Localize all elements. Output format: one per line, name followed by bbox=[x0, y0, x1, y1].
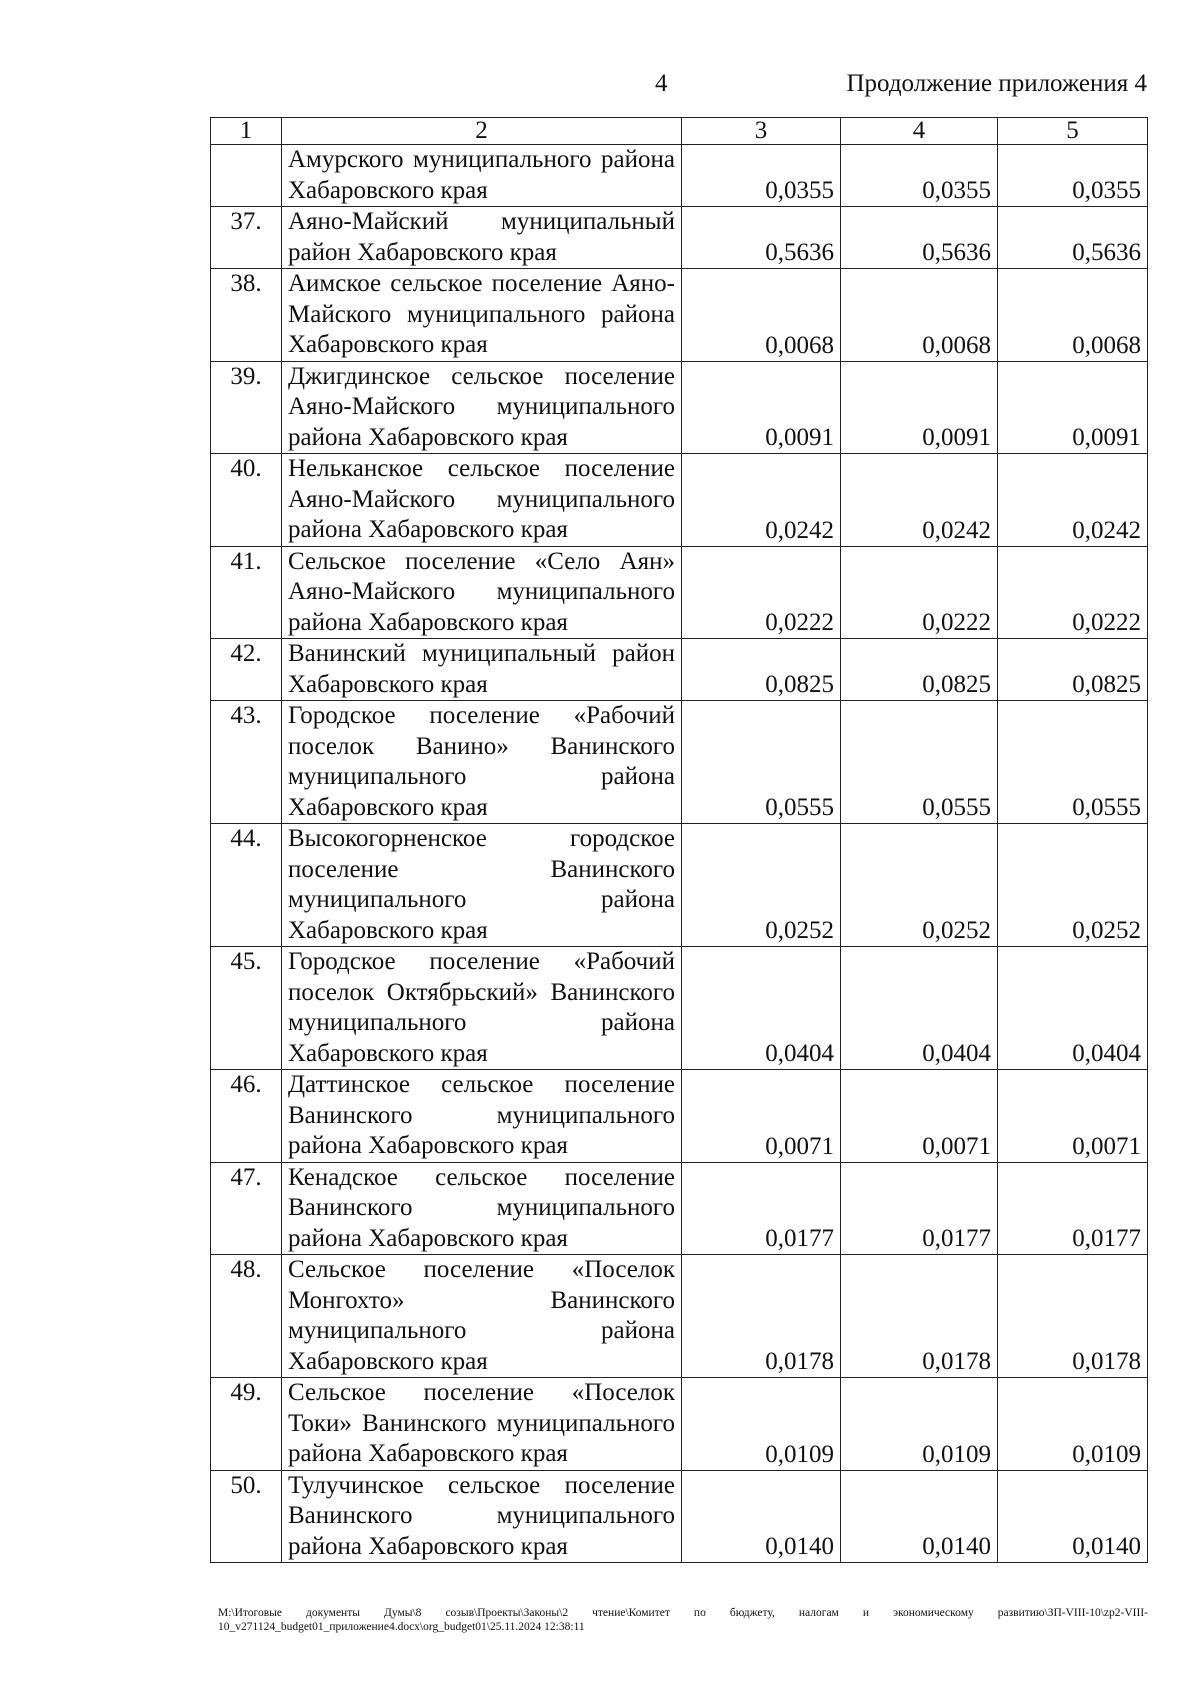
value-cell-col5: 0,0355 bbox=[998, 145, 1148, 207]
value-cell-col4: 0,0355 bbox=[841, 145, 998, 207]
municipality-name-cell: Аяно-Майский муниципальный район Хабаровского края bbox=[282, 207, 682, 269]
row-number-cell: 41. bbox=[211, 546, 282, 639]
value-cell-col5: 0,0825 bbox=[998, 639, 1148, 701]
value-cell-col5: 0,5636 bbox=[998, 207, 1148, 269]
value-cell-col4: 0,0177 bbox=[841, 1162, 998, 1255]
row-number-cell bbox=[211, 145, 282, 207]
value-cell-col4: 0,5636 bbox=[841, 207, 998, 269]
table-row bbox=[211, 207, 1148, 269]
municipality-name-cell: Сельское поселение «Поселок Монгохто» Ванинского муниципального района Хабаровского края bbox=[282, 1255, 682, 1378]
value-cell-col5: 0,0178 bbox=[998, 1255, 1148, 1378]
value-cell-col3: 0,0252 bbox=[682, 824, 841, 947]
value-cell-col5: 0,0555 bbox=[998, 701, 1148, 824]
value-cell-col5: 0,0068 bbox=[998, 269, 1148, 362]
value-cell-col4: 0,0109 bbox=[841, 1378, 998, 1471]
row-number-cell: 44. bbox=[211, 824, 282, 947]
value-cell-col3: 0,0242 bbox=[682, 454, 841, 547]
row-number-cell: 46. bbox=[211, 1070, 282, 1163]
continuation-heading: Продолжение приложения 4 bbox=[846, 70, 1147, 97]
value-cell-col5: 0,0071 bbox=[998, 1070, 1148, 1163]
table-row bbox=[211, 639, 1148, 701]
value-cell-col4: 0,0242 bbox=[841, 454, 998, 547]
value-cell-col4: 0,0178 bbox=[841, 1255, 998, 1378]
value-cell-col5: 0,0222 bbox=[998, 546, 1148, 639]
value-cell-col3: 0,0177 bbox=[682, 1162, 841, 1255]
value-cell-col3: 0,0355 bbox=[682, 145, 841, 207]
municipality-name-cell: Ванинский муниципальный район Хабаровского края bbox=[282, 639, 682, 701]
value-cell-col3: 0,5636 bbox=[682, 207, 841, 269]
table-row bbox=[211, 1378, 1148, 1471]
value-cell-col3: 0,0178 bbox=[682, 1255, 841, 1378]
value-cell-col5: 0,0091 bbox=[998, 361, 1148, 454]
value-cell-col3: 0,0140 bbox=[682, 1470, 841, 1563]
row-number-cell: 50. bbox=[211, 1470, 282, 1563]
table-row bbox=[211, 1162, 1148, 1255]
table-row bbox=[211, 1255, 1148, 1378]
value-cell-col4: 0,0222 bbox=[841, 546, 998, 639]
row-number-cell: 38. bbox=[211, 269, 282, 362]
value-cell-col4: 0,0091 bbox=[841, 361, 998, 454]
municipality-name-cell: Кенадское сельское поселение Ванинского муниципального района Хабаровского края bbox=[282, 1162, 682, 1255]
row-number-cell: 39. bbox=[211, 361, 282, 454]
value-cell-col3: 0,0068 bbox=[682, 269, 841, 362]
table-row bbox=[211, 1470, 1148, 1563]
municipality-name-cell: Сельское поселение «Поселок Токи» Ванинского муниципального района Хабаровского края bbox=[282, 1378, 682, 1471]
value-cell-col3: 0,0071 bbox=[682, 1070, 841, 1163]
municipality-name-cell: Даттинское сельское поселение Ванинского муниципального района Хабаровского края bbox=[282, 1070, 682, 1163]
value-cell-col3: 0,0222 bbox=[682, 546, 841, 639]
row-number-cell: 37. bbox=[211, 207, 282, 269]
value-cell-col5: 0,0177 bbox=[998, 1162, 1148, 1255]
table-row bbox=[211, 546, 1148, 639]
column-header: 1 bbox=[211, 118, 282, 145]
row-number-cell: 40. bbox=[211, 454, 282, 547]
row-number-cell: 43. bbox=[211, 701, 282, 824]
table-header-row bbox=[211, 118, 1148, 145]
municipality-name-cell: Амурского муниципального района Хабаровского края bbox=[282, 145, 682, 207]
row-number-cell: 42. bbox=[211, 639, 282, 701]
column-header: 3 bbox=[682, 118, 841, 145]
table-row bbox=[211, 947, 1148, 1070]
municipality-name-cell: Джигдинское сельское поселение Аяно-Майского муниципального района Хабаровского края bbox=[282, 361, 682, 454]
municipality-name-cell: Нельканское сельское поселение Аяно-Майского муниципального района Хабаровского края bbox=[282, 454, 682, 547]
table-row bbox=[211, 824, 1148, 947]
value-cell-col5: 0,0252 bbox=[998, 824, 1148, 947]
value-cell-col3: 0,0825 bbox=[682, 639, 841, 701]
value-cell-col3: 0,0109 bbox=[682, 1378, 841, 1471]
table-row bbox=[211, 1070, 1148, 1163]
column-header: 4 bbox=[841, 118, 998, 145]
value-cell-col4: 0,0071 bbox=[841, 1070, 998, 1163]
table-row bbox=[211, 269, 1148, 362]
value-cell-col5: 0,0242 bbox=[998, 454, 1148, 547]
value-cell-col4: 0,0404 bbox=[841, 947, 998, 1070]
municipality-name-cell: Тулучинское сельское поселение Ванинского муниципального района Хабаровского края bbox=[282, 1470, 682, 1563]
row-number-cell: 48. bbox=[211, 1255, 282, 1378]
value-cell-col5: 0,0404 bbox=[998, 947, 1148, 1070]
value-cell-col3: 0,0555 bbox=[682, 701, 841, 824]
municipality-name-cell: Городское поселение «Рабочий поселок Октябрьский» Ванинского муниципального района Хабаровского края bbox=[282, 947, 682, 1070]
table-row bbox=[211, 454, 1148, 547]
value-cell-col4: 0,0252 bbox=[841, 824, 998, 947]
municipality-name-cell: Сельское поселение «Село Аян» Аяно-Майского муниципального района Хабаровского края bbox=[282, 546, 682, 639]
table-row bbox=[211, 361, 1148, 454]
municipality-name-cell: Аимское сельское поселение Аяно-Майского муниципального района Хабаровского края bbox=[282, 269, 682, 362]
row-number-cell: 45. bbox=[211, 947, 282, 1070]
value-cell-col4: 0,0068 bbox=[841, 269, 998, 362]
value-cell-col4: 0,0825 bbox=[841, 639, 998, 701]
value-cell-col4: 0,0555 bbox=[841, 701, 998, 824]
value-cell-col3: 0,0091 bbox=[682, 361, 841, 454]
page-number: 4 bbox=[655, 70, 668, 97]
column-header: 2 bbox=[282, 118, 682, 145]
value-cell-col5: 0,0140 bbox=[998, 1470, 1148, 1563]
value-cell-col4: 0,0140 bbox=[841, 1470, 998, 1563]
municipality-name-cell: Городское поселение «Рабочий поселок Ванино» Ванинского муниципального района Хабаровского края bbox=[282, 701, 682, 824]
appendix-table bbox=[210, 117, 1148, 1563]
table-body bbox=[211, 145, 1148, 1563]
column-header: 5 bbox=[998, 118, 1148, 145]
row-number-cell: 47. bbox=[211, 1162, 282, 1255]
footer-file-path: M:\Итоговые документы Думы\8 созыв\Проекты\Законы\2 чтение\Комитет по бюджету, налогам и экономическому развитию\ЗП-VIII-10\zp2-VIII-10_v271124_budget01_приложение4.docx\org_budget01\25.11.2024 12:38:11 bbox=[218, 1607, 1148, 1633]
value-cell-col5: 0,0109 bbox=[998, 1378, 1148, 1471]
value-cell-col3: 0,0404 bbox=[682, 947, 841, 1070]
table-row bbox=[211, 145, 1148, 207]
row-number-cell: 49. bbox=[211, 1378, 282, 1471]
table-row bbox=[211, 701, 1148, 824]
municipality-name-cell: Высокогорненское городское поселение Ванинского муниципального района Хабаровского края bbox=[282, 824, 682, 947]
